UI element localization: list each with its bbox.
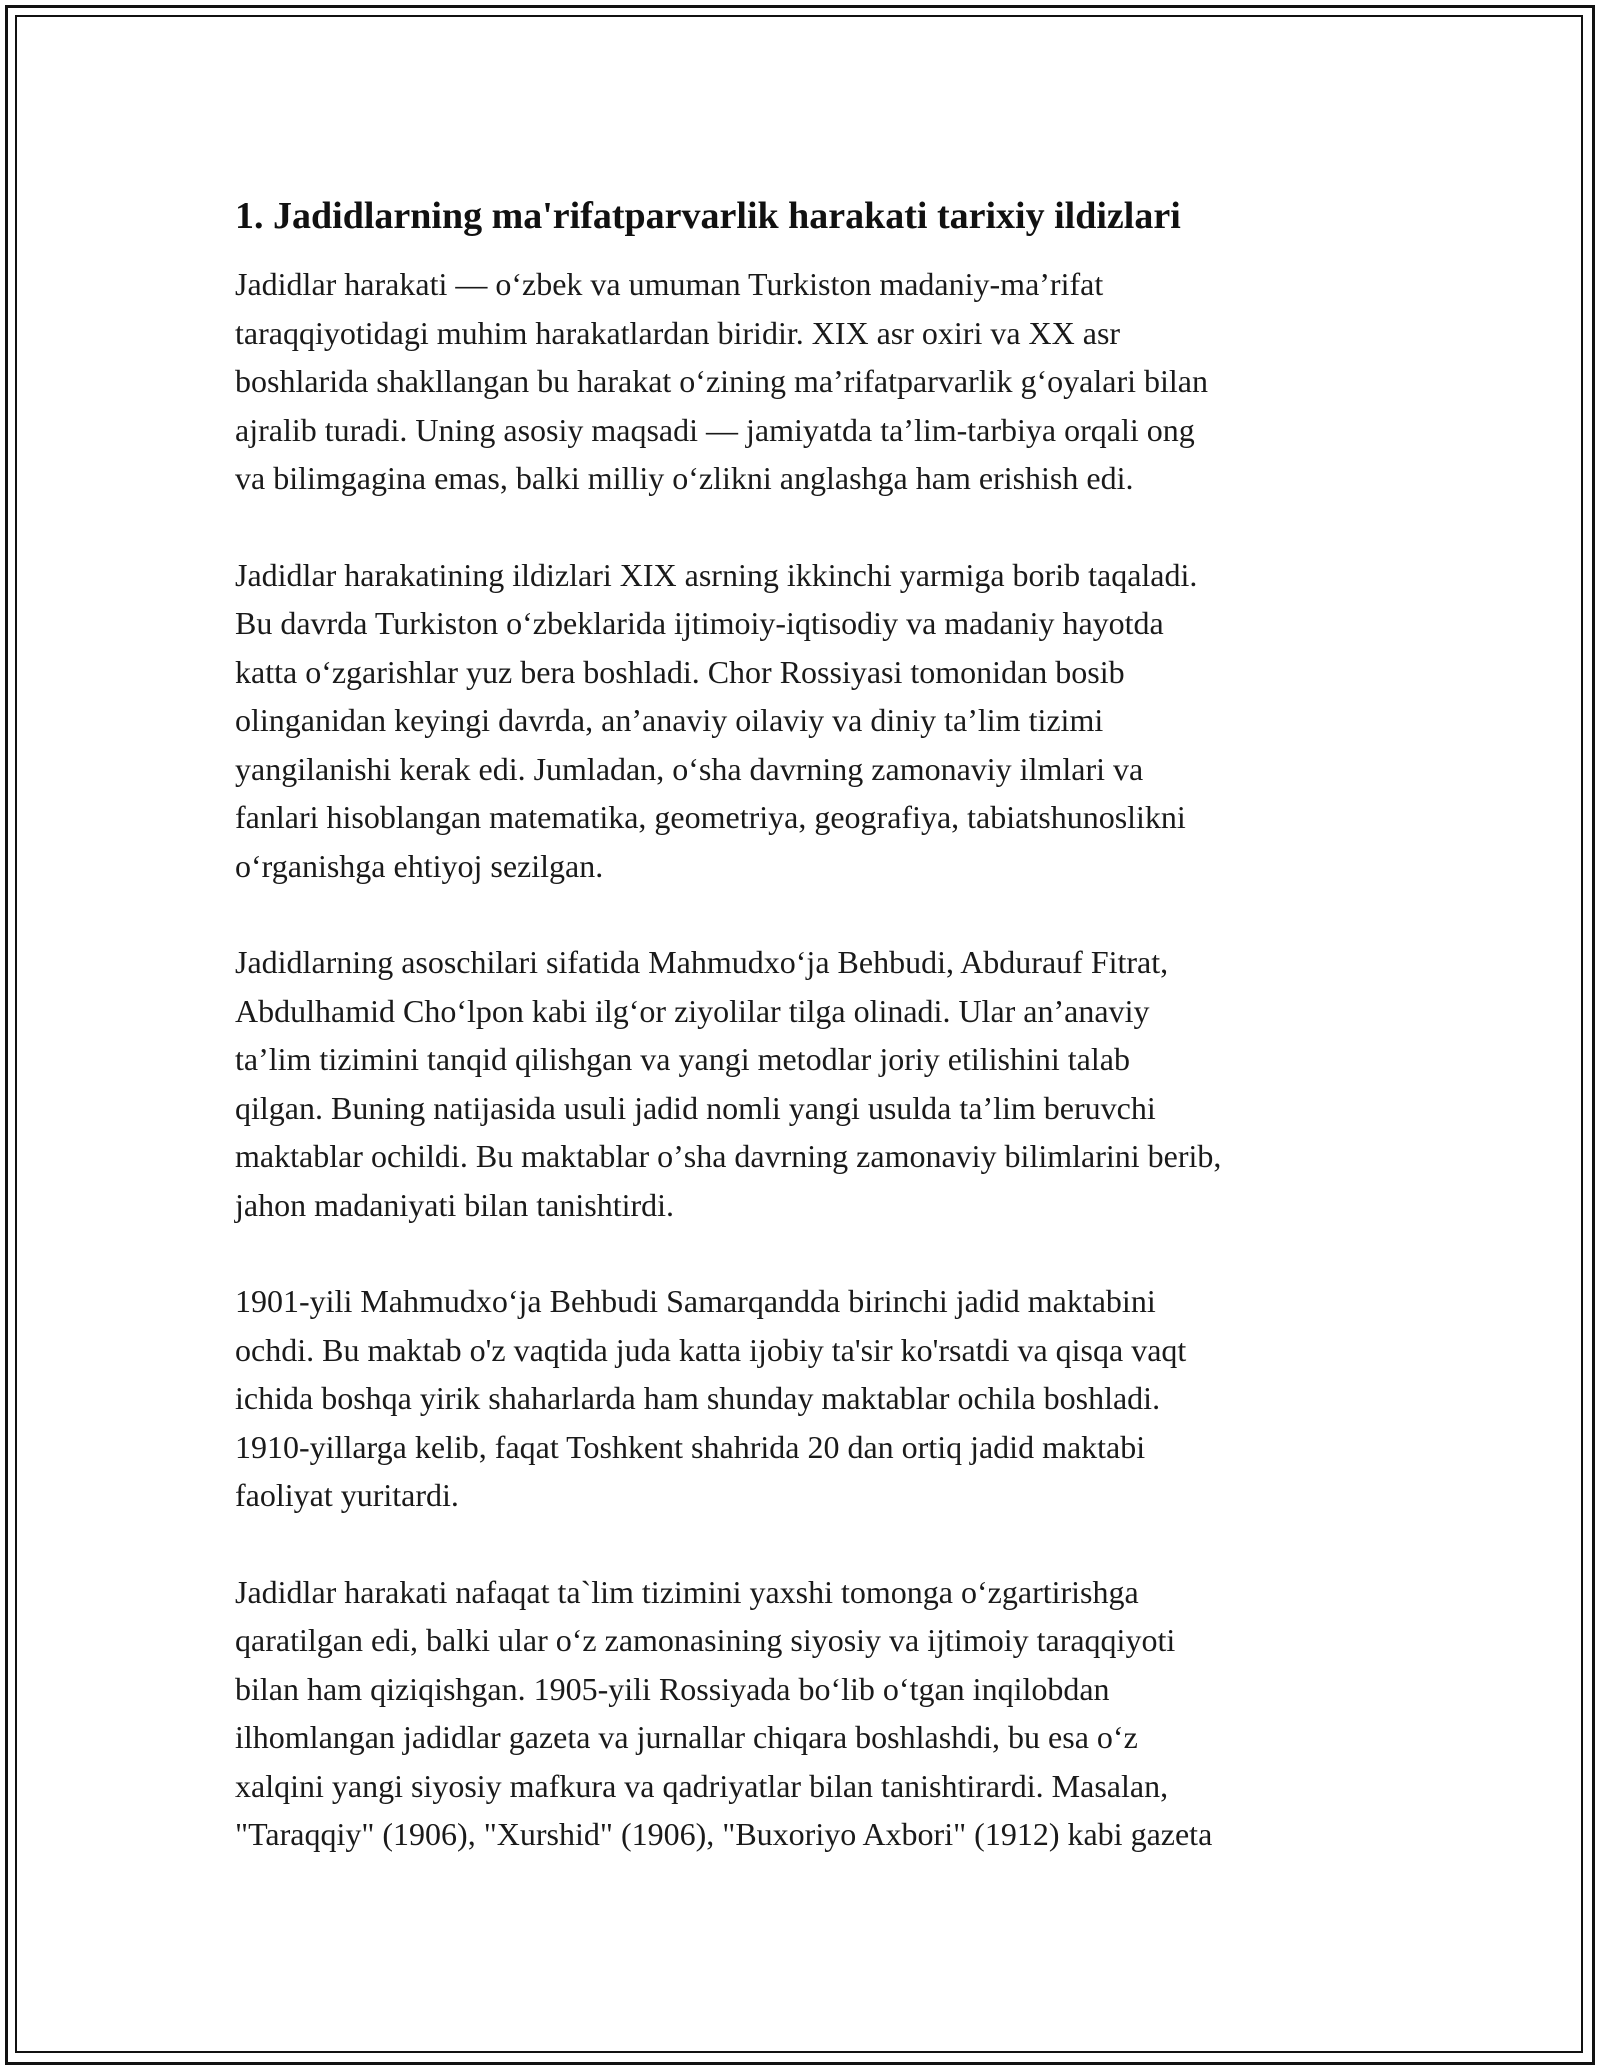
paragraph-line: va bilimgagina emas, balki milliy oʻzlikni anglashga ham erishish edi. [235, 460, 1134, 496]
paragraph-line: oʻrganishga ehtiyoj sezilgan. [235, 847, 604, 884]
paragraph-line: ichida boshqa yirik shaharlarda ham shunday maktablar ochila boshladi. [235, 1380, 1161, 1416]
paragraph-line: 1910-yillarga kelib, faqat Toshkent shahrida 20 dan ortiq jadid maktabi [235, 1428, 1146, 1465]
paragraph-line: ilhomlangan jadidlar gazeta va jurnallar chiqara boshlashdi, bu esa oʻz [235, 1719, 1138, 1755]
paragraph-line: taraqqiyotidagi muhim harakatlardan biridir. XIX asr oxiri va XX asr [235, 314, 1121, 351]
paragraph-line: fanlari hisoblangan matematika, geometriya, geografiya, tabiatshunoslikni [235, 799, 1186, 835]
paragraph-line: ajralib turadi. Uning asosiy maqsadi — jamiyatda taʼlim-tarbiya orqali ong [235, 411, 1195, 448]
paragraph-line: Jadidlarning asoschilari sifatida Mahmudxoʻja Behbudi, Abdurauf Fitrat, [235, 944, 1169, 980]
paragraph [235, 1277, 1370, 1520]
paragraph-line: olinganidan keyingi davrda, anʼanaviy oilaviy va diniy taʼlim tizimi [235, 702, 1104, 738]
paragraph-line: jahon madaniyati bilan tanishtirdi. [235, 1186, 675, 1223]
document-body [235, 188, 1370, 1907]
section-heading: 1. Jadidlarning ma'rifatparvarlik harakati tarixiy ildizlari [235, 195, 1181, 237]
paragraph-line: Jadidlar harakati — oʻzbek va umuman Turkiston madaniy-maʼrifat [235, 266, 1104, 302]
paragraph-line: 1901-yili Mahmudxoʻja Behbudi Samarqandda birinchi jadid maktabini [235, 1283, 1156, 1319]
paragraph [235, 1568, 1370, 1859]
paragraph-line: faoliyat yuritardi. [235, 1477, 459, 1513]
paragraph-line: qilgan. Buning natijasida usuli jadid nomli yangi usulda taʼlim beruvchi [235, 1089, 1156, 1126]
paragraph-line: Bu davrda Turkiston oʻzbeklarida ijtimoiy-iqtisodiy va madaniy hayotda [235, 605, 1164, 641]
paragraph-line: bilan ham qiziqishgan. 1905-yili Rossiyada boʻlib oʻtgan inqilobdan [235, 1670, 1110, 1707]
paragraph-line: xalqini yangi siyosiy mafkura va qadriyatlar bilan tanishtirardi. Masalan, [235, 1767, 1169, 1804]
paragraph [235, 551, 1370, 891]
paragraph-line: taʼlim tizimini tanqid qilishgan va yangi metodlar joriy etilishini talab [235, 1041, 1130, 1077]
paragraph-line: maktablar ochildi. Bu maktablar oʼsha davrning zamonaviy bilimlarini berib, [235, 1138, 1222, 1174]
paragraph-line: qaratilgan edi, balki ular oʻz zamonasining siyosiy va ijtimoiy taraqqiyoti [235, 1622, 1176, 1658]
paragraph-line: yangilanishi kerak edi. Jumladan, oʻsha davrning zamonaviy ilmlari va [235, 750, 1144, 787]
paragraph-list [235, 260, 1370, 1859]
paragraph [235, 938, 1370, 1229]
paragraph-line: katta oʻzgarishlar yuz bera boshladi. Chor Rossiyasi tomonidan bosib [235, 653, 1125, 690]
paragraph-line: boshlarida shakllangan bu harakat oʻzining maʼrifatparvarlik gʻoyalari bilan [235, 363, 1208, 399]
paragraph-line: "Taraqqiy" (1906), "Xurshid" (1906), "Buxoriyo Axbori" (1912) kabi gazeta [235, 1816, 1213, 1852]
paragraph [235, 260, 1370, 503]
paragraph-line: Jadidlar harakati nafaqat ta`lim tizimini yaxshi tomonga oʻzgartirishga [235, 1573, 1139, 1610]
paragraph-line: Jadidlar harakatining ildizlari XIX asrning ikkinchi yarmiga borib taqaladi. [235, 556, 1198, 593]
paragraph-line: Abdulhamid Choʻlpon kabi ilgʻor ziyolilar tilga olinadi. Ular anʼanaviy [235, 992, 1150, 1029]
paragraph-line: ochdi. Bu maktab o'z vaqtida juda katta ijobiy ta'sir ko'rsatdi va qisqa vaqt [235, 1331, 1187, 1368]
